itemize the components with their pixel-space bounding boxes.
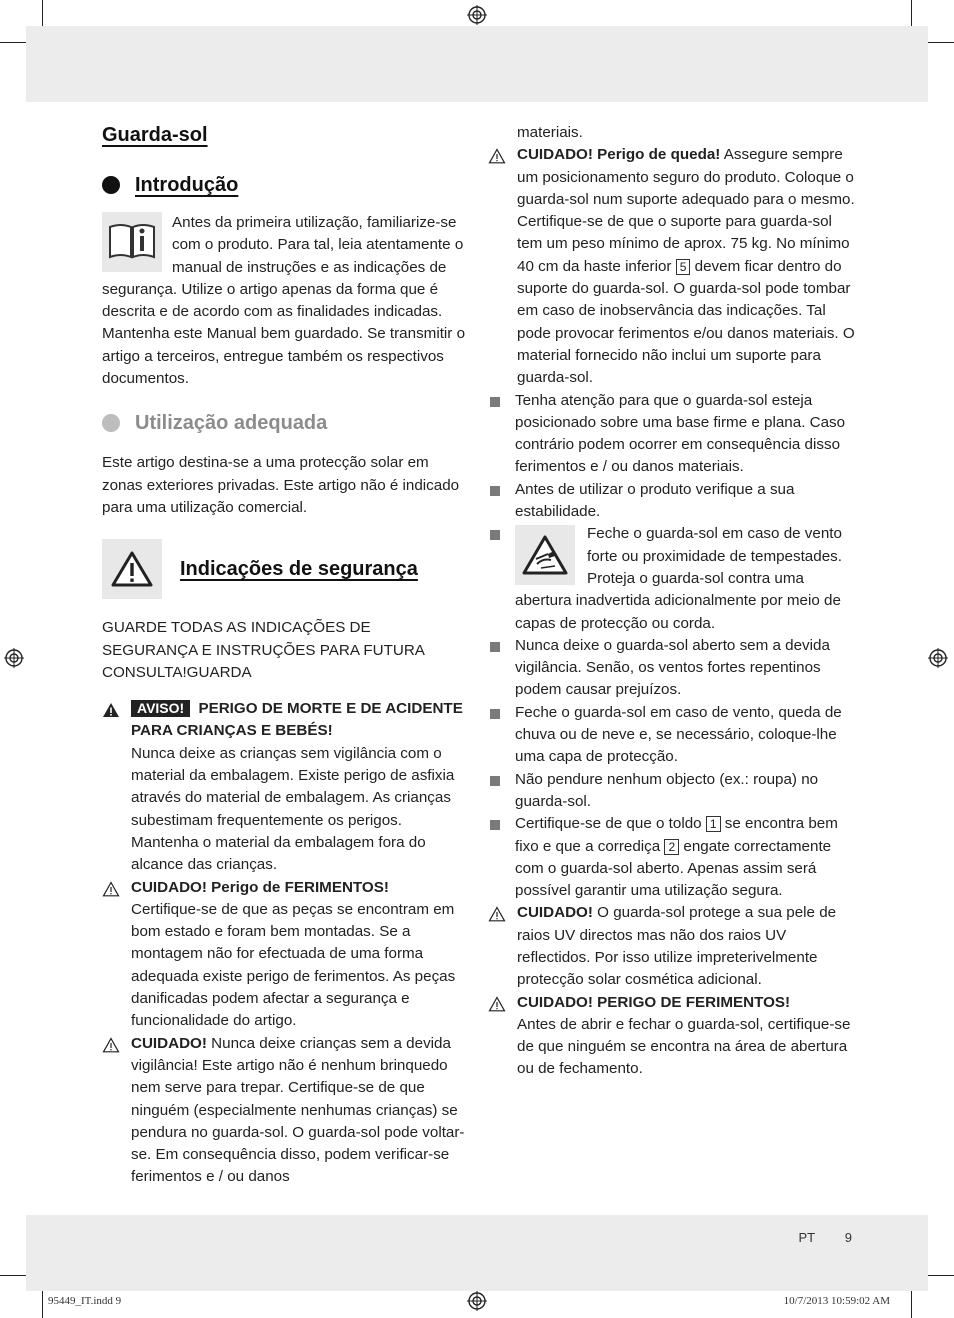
caution-text: Antes de abrir e fechar o guarda-sol, certifique-se de que ninguém se encontra na área de abertura ou de fechamento. [517,1015,851,1078]
list-item-text: engate correctamente com o guarda-sol aberto. Apenas assim será possível garantir uma utilização segura. [515,837,832,900]
list-item [488,769,858,814]
caution-text: O guarda-sol protege a sua pele de raios UV directos mas não dos raios UV reflectidos. Por isso utilize impreterivelmente protecção solar cosmética adicional. [517,904,837,989]
list-item-text: Feche o guarda-sol em caso de vento forte ou proximidade de tempestades. Proteja o guarda-sol contra uma abertura inadvertida adicionalmente por meio de capas de protecção ou corda. [515,525,842,632]
registration-mark-icon [928,648,948,668]
aviso-warning [102,698,468,876]
part-number-badge: 5 [676,259,691,275]
list-item-text: Feche o guarda-sol em caso de vento, queda de chuva ou de neve e, se necessário, coloque-lhe uma capa de protecção. [515,703,842,766]
caution-uv-warning [488,902,858,991]
usage-heading: Utilização adequada [135,412,328,435]
list-bullet [490,486,500,496]
list-item-text: Antes de utilizar o produto verifique a sua estabilidade. [515,480,795,521]
list-item-text: Não pendure nenhum objecto (ex.: roupa) no guarda-sol. [515,770,819,810]
header-band [26,26,928,102]
caution-text-continued: materiais. [517,124,583,141]
list-item-text: Nunca deixe o guarda-sol aberto sem a devida vigilância. Senão, os ventos fortes repentinos podem causar prejuízos. [515,636,830,699]
info-book-icon [102,212,162,272]
list-item [488,635,858,702]
usage-heading-row [102,408,468,438]
list-bullet [490,709,500,719]
footer-band [26,1215,928,1291]
list-bullet [490,642,500,652]
caution-title: CUIDADO! [517,904,593,922]
caution-opening-warning [488,992,858,1081]
warning-triangle-icon [488,906,506,922]
part-number-badge: 1 [706,816,721,832]
intro-block [102,212,468,390]
slug-date: 10/7/2013 10:59:02 AM [783,1295,890,1307]
caution-title: CUIDADO! Perigo de queda! [517,146,721,164]
caution-title: CUIDADO! Perigo de FERIMENTOS! [131,878,389,896]
warning-triangle-icon [488,996,506,1012]
aviso-badge: AVISO! [131,700,190,717]
safety-heading: Indicações de segurança [180,558,418,581]
list-item-text: Tenha atenção para que o guarda-sol esteja posicionado sobre uma base firme e plana. Caso contrário podem ocorrer em consequência disso ferimentos e / ou danos materiais. [515,391,846,476]
list-bullet [490,820,500,830]
warning-triangle-icon [102,702,120,718]
aviso-text: Nunca deixe as crianças sem vigilância com o material da embalagem. Existe perigo de asfixia através do material de embalagem. As crianças subestimam frequentemente os perigos. Mantenha o material da embalagem fora do alcance das crianças. [131,744,455,874]
crop-mark [42,1288,43,1318]
warning-triangle-icon [102,1037,120,1053]
registration-mark-icon [467,5,487,25]
caution-title: CUIDADO! [131,1034,207,1052]
list-item-text: se encontra bem fixo e que a corrediça [515,815,838,855]
intro-heading: Introdução [135,174,239,196]
registration-mark-icon [467,1291,487,1311]
list-bullet [490,530,500,540]
registration-mark-icon [4,648,24,668]
caution-text: devem ficar dentro do suporte do guarda-sol. O guarda-sol pode tombar em caso de inobservância das indicações. Tal pode provocar ferimentos e/ou danos materiais. O material fornecido não inclui um suporte para guarda-sol. [517,257,855,387]
section-bullet [102,414,120,432]
caution-title: CUIDADO! PERIGO DE FERIMENTOS! [517,993,791,1011]
intro-heading-row [102,170,468,200]
caution-text: Assegure sempre um posicionamento seguro do produto. Coloque o guarda-sol num suporte adequado para o mesmo. Certifique-se de que o suporte para guarda-sol tem um peso mínimo de aprox. 75 kg. No mínimo 40 cm da haste inferior [517,146,855,275]
aviso-title: PERIGO DE MORTE E DE ACIDENTE PARA CRIANÇAS E BEBÉS! [131,700,463,740]
list-bullet [490,776,500,786]
left-column [102,120,468,1189]
crop-mark [924,1275,954,1276]
crop-mark [924,42,954,43]
list-item [488,702,858,769]
list-item [488,479,858,524]
caution-fall-warning [488,144,858,389]
intro-text: Antes da primeira utilização, familiarize-se com o produto. Para tal, leia atentamente o manual de instruções e as indicações de segurança. Utilize o artigo apenas da forma que é descrita e de acordo com as finalidades indicadas. Mantenha este Manual bem guardado. Se transmitir o artigo a terceiros, entregue também os respectivos documentos. [102,214,466,388]
part-number-badge: 2 [664,839,679,855]
right-column [488,122,858,1081]
caution-injury-warning [102,877,468,1033]
list-item [488,390,858,479]
warning-triangle-icon [102,539,162,599]
page-footer [799,1230,852,1245]
caution-children-warning [102,1033,468,1189]
language-code: PT [798,1230,816,1245]
caution-text: Nunca deixe crianças sem a devida vigilância! Este artigo não é nenhum brinquedo nem serve para trepar. Certifique-se de que ninguém (especialmente nenhumas crianças) se pendura no guarda-sol. O guarda-sol pode voltar-se. Em consequência disso, podem verificar-se ferimentos e / ou danos [131,1034,465,1186]
list-item-text: Certifique-se de que o toldo [515,815,702,833]
usage-text: Este artigo destina-se a uma protecção solar em zonas exteriores privadas. Este artigo não é indicado para uma utilização comercial. [102,454,460,516]
section-bullet [102,176,120,194]
safety-heading-row [102,539,468,599]
keep-instructions-text: GUARDE TODAS AS INDICAÇÕES DE SEGURANÇA E INSTRUÇÕES PARA FUTURA CONSULTA!GUARDA [102,619,425,681]
warning-triangle-icon [102,881,120,897]
slug-filename: 95449_IT.indd 9 [48,1295,122,1307]
caution-text: Certifique-se de que as peças se encontram em bom estado e foram bem montadas. Se a montagem não for efectuada de uma forma adequada existe perigo de ferimentos. As peças danificadas podem afectar a segurança e funcionalidade do artigo. [131,900,456,1030]
wind-warning-icon [515,525,575,585]
list-item [488,523,858,634]
list-bullet [490,397,500,407]
page-number: 9 [844,1230,852,1245]
crop-mark [911,1288,912,1318]
page-title: Guarda-sol [102,124,208,146]
list-item [488,813,858,902]
warning-triangle-icon [488,148,506,164]
